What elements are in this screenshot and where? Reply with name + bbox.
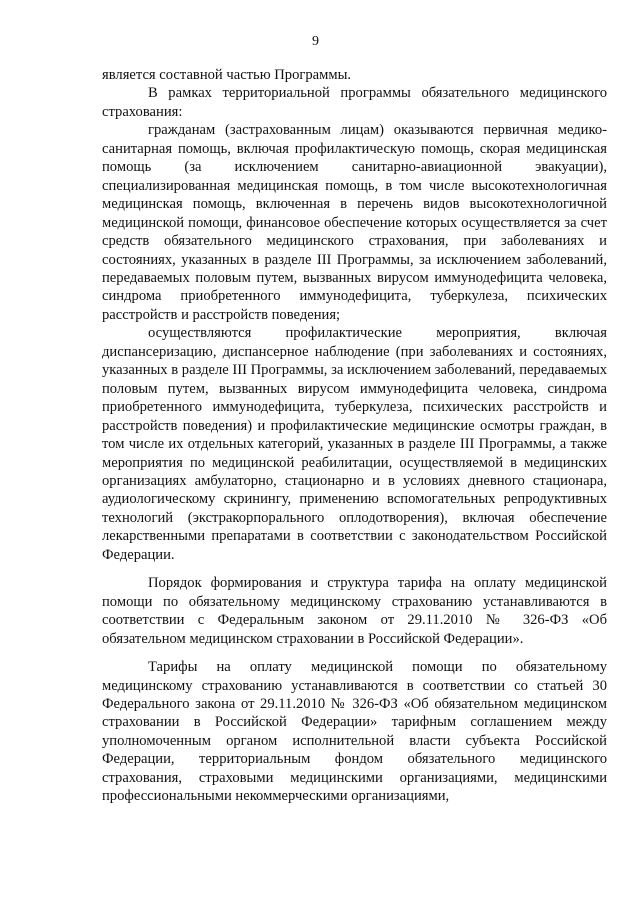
paragraph-oms-program-intro: В рамках территориальной программы обязательного медицинского страхования:	[102, 85, 607, 120]
paragraph-preventive-measures: осуществляются профилактические мероприятия, включая диспансеризацию, диспансерное наблюдение (при заболеваниях и состояниях, указанных в разделе III Программы, за исключением заболеваний, передаваемых половым путем, вызванных вирусом иммунодефицита человека, синдрома приобретенного иммунодефицита, туберкулеза, психических расстройств и расстройств поведения) и профилактические медицинские осмотры граждан, в том числе их отдельных категорий, указанных в разделе III Программы, а также мероприятия по медицинской реабилитации, осуществляемой в медицинских организациях амбулаторно, стационарно и в условиях дневного стационара, аудиологическому скринингу, применению вспомогательных репродуктивных технологий (экстракорпорального оплодотворения), включая обеспечение лекарственными препаратами в соответствии с законодательством Российской Федерации.	[102, 325, 607, 563]
page-number: 9	[312, 34, 319, 49]
paragraph-continuation: является составной частью Программы.	[102, 67, 352, 83]
paragraph-tariff-structure: Порядок формирования и структура тарифа на оплату медицинской помощи по обязательному медицинскому страхованию устанавливаются в соответствии с Федеральным законом от 29.11.2010 № 326-ФЗ «Об обязательном медицинском страховании в Российской Федерации».	[102, 575, 607, 647]
paragraph-tariffs-agreement: Тарифы на оплату медицинской помощи по обязательному медицинскому страхованию устанавливаются в соответствии со статьей 30 Федерального закона от 29.11.2010 № 326-ФЗ «Об обязательном медицинском страховании в Российской Федерации» тарифным соглашением между уполномоченным органом исполнительной власти субъекта Российской Федерации, территориальным фондом обязательного медицинского страхования, страховыми медицинскими организациями, медицинскими профессиональными некоммерческими организациями,	[102, 659, 607, 805]
document-body	[102, 66, 607, 806]
paragraph-insured-citizens-care: гражданам (застрахованным лицам) оказываются первичная медико-санитарная помощь, включая профилактическую помощь, скорая медицинская помощь (за исключением санитарно-авиационной эвакуации), специализированная медицинская помощь, в том числе высокотехнологичная медицинская помощь, включенная в перечень видов высокотехнологичной медицинской помощи, финансовое обеспечение которых осуществляется за счет средств обязательного медицинского страхования, при заболеваниях и состояниях, указанных в разделе III Программы, за исключением заболеваний, передаваемых половым путем, вызванных вирусом иммунодефицита человека, синдрома приобретенного иммунодефицита, туберкулеза, психических расстройств и расстройств поведения;	[102, 122, 607, 323]
